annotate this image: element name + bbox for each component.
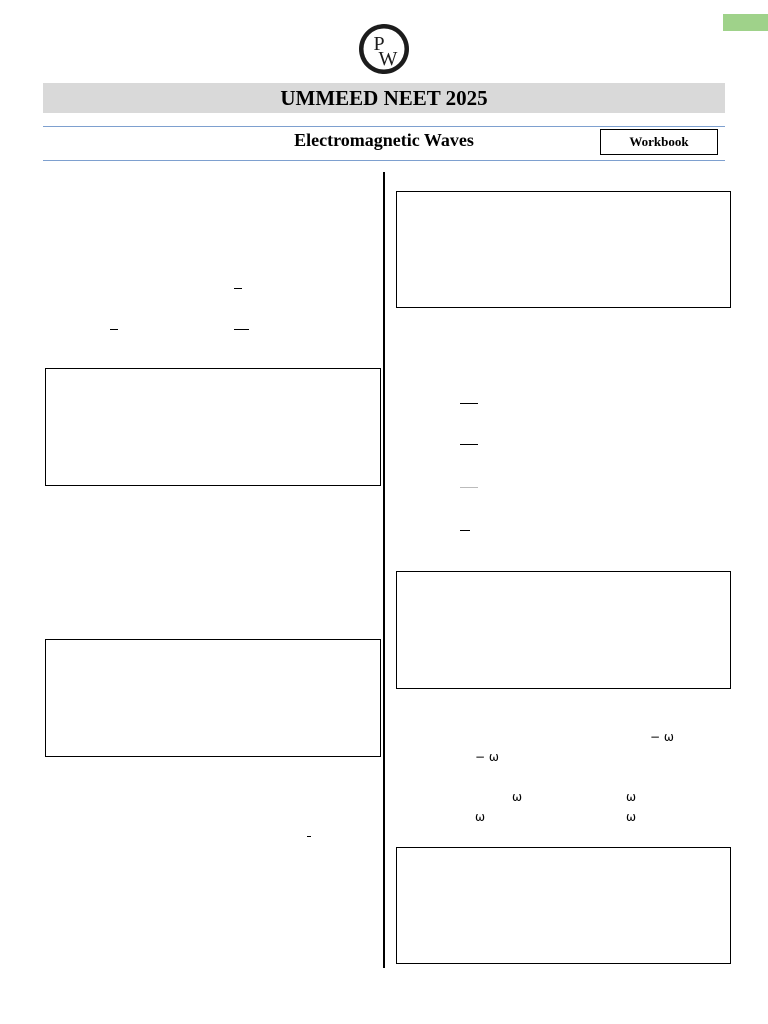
pw-logo [359, 24, 409, 74]
header-rule-top [43, 126, 725, 127]
header-rule-bottom [43, 160, 725, 161]
fraction-bar [234, 288, 242, 289]
column-divider [383, 172, 385, 968]
workbook-badge: Workbook [600, 129, 718, 155]
omega-symbol: ω [626, 810, 637, 824]
omega-symbol: ω [512, 790, 523, 804]
fraction-bar [307, 836, 311, 837]
chapter-title: Electromagnetic Waves [294, 130, 474, 150]
corner-tab [723, 14, 768, 31]
option-fraction-bar [460, 444, 478, 445]
svg-text:W: W [378, 48, 398, 70]
answer-box [396, 847, 731, 964]
exam-title: UMMEED NEET 2025 [43, 83, 725, 113]
omega-symbol: ω [626, 790, 637, 804]
answer-box [45, 368, 381, 486]
fraction-bar [110, 329, 118, 330]
omega-symbol: ω [475, 810, 486, 824]
answer-box [45, 639, 381, 757]
minus-omega-text: − ω [650, 730, 674, 744]
option-fraction-bar [460, 403, 478, 404]
fraction-bar [234, 329, 249, 330]
svg-text:P: P [373, 33, 385, 55]
answer-box [396, 191, 731, 308]
option-fraction-bar [460, 530, 470, 531]
minus-omega-text: − ω [475, 750, 499, 764]
option-fraction-bar [460, 487, 478, 488]
answer-box [396, 571, 731, 689]
